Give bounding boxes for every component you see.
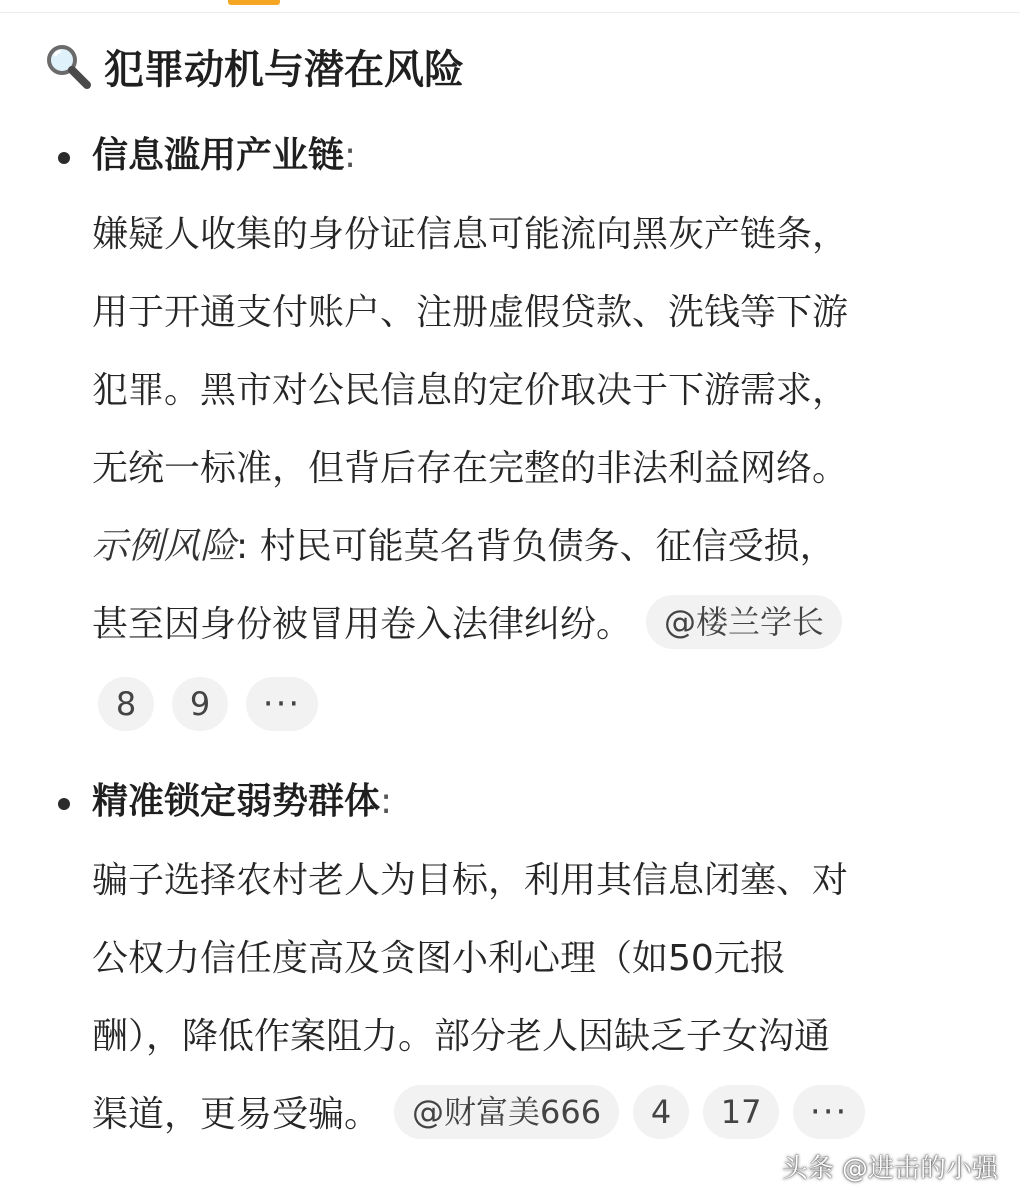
body-line: 骗子选择农村老人为目标，利用其信息闭塞、对 (92, 860, 849, 901)
body-line: 无统一标准，但背后存在完整的非法利益网络。 (92, 448, 849, 489)
body-line-last (92, 586, 992, 664)
body-line: 用于开通支付账户、注册虚假贷款、洗钱等下游 (92, 292, 849, 333)
reference-chip[interactable]: 4 (633, 1085, 689, 1139)
reference-chip[interactable]: 9 (172, 677, 228, 731)
body-line: 公权力信任度高及贪图小利心理（如50元报 (92, 938, 786, 979)
section-heading (42, 38, 464, 94)
body-text: 甚至因身份被冒用卷入法律纠纷。 (92, 604, 633, 645)
bullet-dot (58, 798, 70, 810)
example-label: 示例风险 (92, 526, 237, 567)
example-text: : 村民可能莫名背负债务、征信受损， (236, 526, 836, 567)
bullet-dot (58, 152, 70, 164)
body-line: 酬），降低作案阻力。部分老人因缺乏子女沟通 (92, 1016, 831, 1057)
body-line: 嫌疑人收集的身份证信息可能流向黑灰产链条， (92, 214, 849, 255)
section-title: 犯罪动机与潜在风险 (104, 46, 464, 93)
item-title: 信息滥用产业链 (92, 135, 345, 176)
magnifier-icon (42, 40, 94, 92)
item-title: 精准锁定弱势群体 (92, 781, 381, 822)
item-heading (92, 134, 356, 178)
mention-chip[interactable]: @财富美666 (394, 1085, 619, 1139)
body-line-last (92, 1076, 992, 1154)
top-divider (0, 0, 1020, 13)
item-colon: : (380, 781, 393, 822)
source-watermark: 头条 @进击的小强 (781, 1154, 998, 1184)
mention-chip[interactable]: @楼兰学长 (646, 595, 842, 649)
item-heading (92, 780, 392, 824)
active-tab-indicator (228, 0, 280, 5)
reference-chips (98, 677, 318, 733)
reference-chip[interactable]: 17 (703, 1085, 779, 1139)
more-references-button[interactable]: ··· (246, 677, 318, 731)
item-colon: : (344, 135, 357, 176)
more-references-button[interactable]: ··· (793, 1085, 865, 1139)
body-line: 犯罪。黑市对公民信息的定价取决于下游需求， (92, 370, 849, 411)
reference-chip[interactable]: 8 (98, 677, 154, 731)
body-text: 渠道，更易受骗。 (92, 1094, 381, 1135)
item-body (92, 196, 992, 664)
example-line (92, 508, 992, 586)
item-body (92, 842, 992, 1154)
